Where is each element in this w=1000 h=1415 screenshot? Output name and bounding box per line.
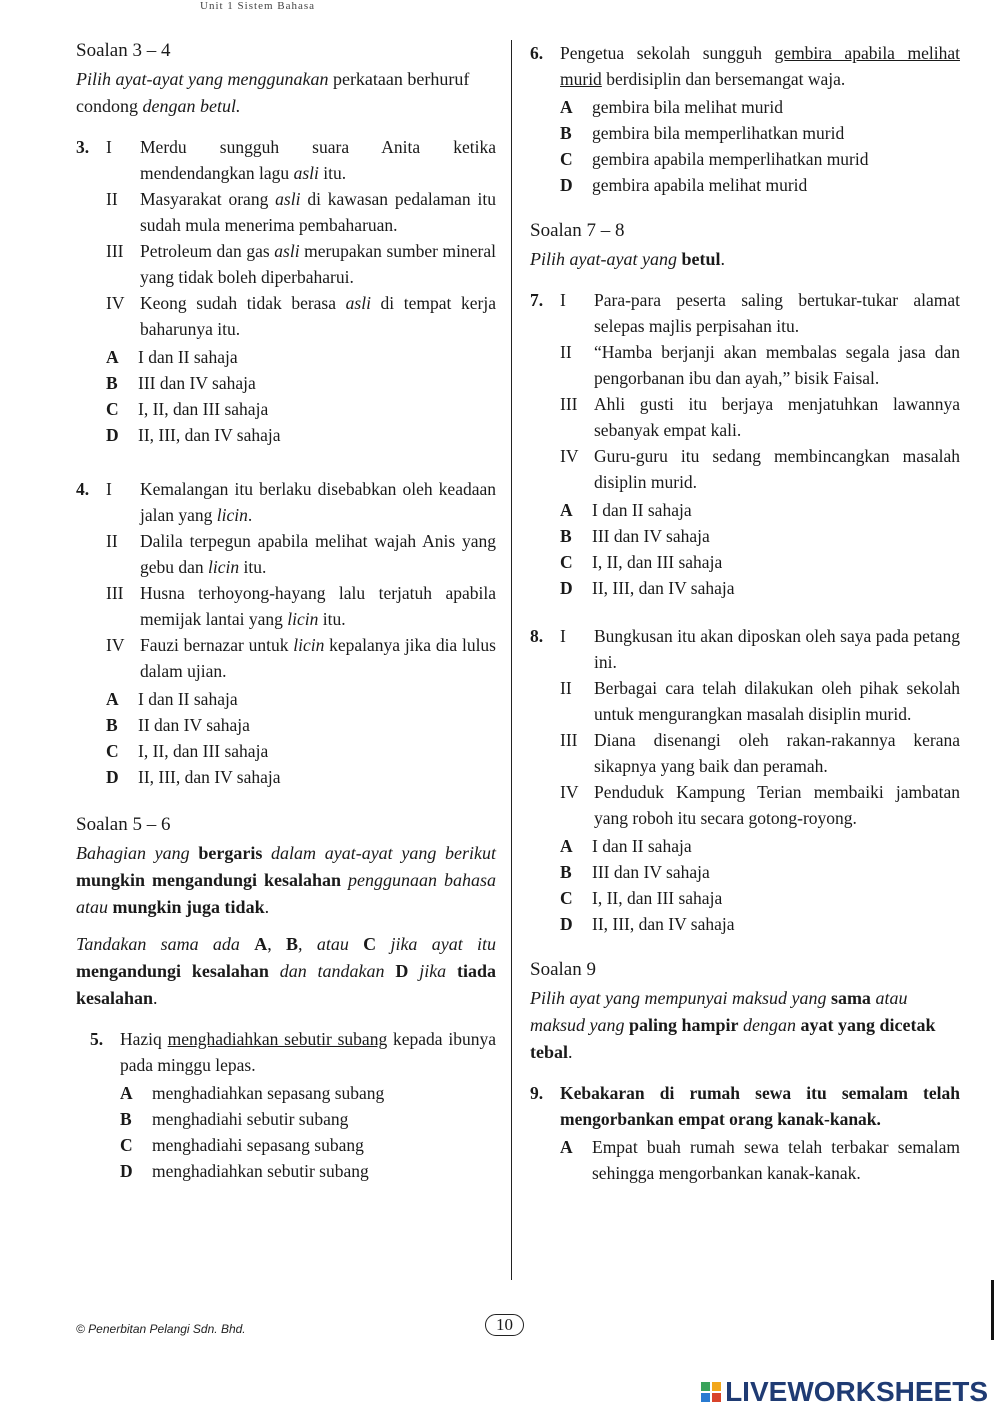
instruction-5-6-a: Bahagian yang bergaris dalam ayat-ayat yang berikut mungkin mengandungi kesalahan penggunaan bahasa atau mungkin juga tidak. (76, 843, 497, 917)
statement: III Ahli gusti itu berjaya menjatuhkan lawannya sebanyak empat kali. (560, 394, 960, 440)
page-number: 10 (485, 1314, 524, 1336)
options (106, 344, 496, 448)
instruction-5-6-b: Tandakan sama ada A, B, atau C jika ayat itu mengandungi kesalahan dan tandakan D jika tiada kesalahan. (76, 934, 497, 1008)
option-a[interactable]: A menghadiahkan sepasang subang (120, 1083, 385, 1103)
running-header: Unit 1 Sistem Bahasa (200, 0, 316, 12)
options (560, 1134, 960, 1186)
option-d[interactable]: D gembira apabila melihat murid (560, 175, 808, 195)
option-d[interactable]: D II, III, dan IV sahaja (106, 767, 281, 787)
option-c[interactable]: C I, II, dan III sahaja (560, 552, 723, 572)
instruction-3-4: Pilih ayat-ayat yang menggunakan perkataan berhuruf condong dengan betul. (76, 69, 470, 116)
section-title-3-4: Soalan 3 – 4 (76, 40, 171, 61)
question-5 (76, 1026, 496, 1184)
scan-edge-mark (991, 1280, 994, 1340)
statement: I Para-para peserta saling bertukar-tukar alamat selepas majlis perpisahan itu. (560, 290, 960, 336)
question-number: 5. (90, 1029, 104, 1049)
column-divider (511, 40, 512, 1280)
option-a[interactable]: A I dan II sahaja (560, 836, 692, 856)
statement: IV Fauzi bernazar untuk licin kepalanya jika dia lulus dalam ujian. (106, 635, 496, 681)
option-b[interactable]: B menghadiahi sebutir subang (120, 1109, 349, 1129)
statement-list (106, 476, 496, 790)
liveworksheets-logo-icon (701, 1382, 721, 1402)
question-9 (530, 1080, 960, 1186)
option-c[interactable]: C I, II, dan III sahaja (106, 741, 269, 761)
options (560, 497, 960, 601)
question-3 (76, 134, 496, 448)
option-a[interactable]: A gembira bila melihat murid (560, 97, 783, 117)
option-c[interactable]: C menghadiahi sepasang subang (120, 1135, 364, 1155)
option-a[interactable]: A I dan II sahaja (106, 347, 238, 367)
statement: II Dalila terpegun apabila melihat wajah Anis yang gebu dan licin itu. (106, 531, 496, 577)
statement-list (560, 623, 960, 937)
brand-name: LIVEWORKSHEETS (725, 1376, 988, 1407)
option-b[interactable]: B II dan IV sahaja (106, 715, 250, 735)
section-title-9: Soalan 9 (530, 959, 596, 980)
question-stem: Kebakaran di rumah sewa itu semalam telah mengorbankan empat orang kanak-kanak. A Empat buah rumah sewa telah terbakar semalam sehingga mengorbankan kanak-kanak. (560, 1080, 960, 1186)
option-d[interactable]: D menghadiahkan sebutir subang (120, 1161, 369, 1181)
options (560, 833, 960, 937)
statement: II “Hamba berjanji akan membalas segala jasa dan pengorbanan ibu dan ayah,” bisik Faisal. (560, 342, 960, 388)
option-c[interactable]: C I, II, dan III sahaja (560, 888, 723, 908)
question-number: 8. (530, 626, 544, 646)
section-title-7-8: Soalan 7 – 8 (530, 220, 625, 241)
option-b[interactable]: B III dan IV sahaja (560, 862, 710, 882)
statement: III Husna terhoyong-hayang lalu terjatuh apabila memijak lantai yang licin itu. (106, 583, 496, 629)
option-a[interactable]: A I dan II sahaja (560, 500, 692, 520)
statement: III Petroleum dan gas asli merupakan sumber mineral yang tidak boleh diperbaharui. (106, 241, 496, 287)
options (560, 94, 960, 198)
copyright: © Penerbitan Pelangi Sdn. Bhd. (76, 1322, 246, 1336)
option-d[interactable]: D II, III, dan IV sahaja (106, 425, 281, 445)
question-number: 7. (530, 290, 544, 310)
section-title-5-6: Soalan 5 – 6 (76, 814, 171, 835)
statement: IV Penduduk Kampung Terian membaiki jambatan yang roboh itu secara gotong-royong. (560, 782, 960, 828)
question-number: 9. (530, 1083, 544, 1103)
option-a[interactable]: A Empat buah rumah sewa telah terbakar semalam sehingga mengorbankan kanak-kanak. (560, 1137, 960, 1183)
statement: I Kemalangan itu berlaku disebabkan oleh keadaan jalan yang licin. (106, 479, 496, 525)
statement: I Bungkusan itu akan diposkan oleh saya pada petang ini. (560, 626, 960, 672)
statement-list (106, 134, 496, 448)
option-d[interactable]: D II, III, dan IV sahaja (560, 578, 735, 598)
right-column (530, 40, 960, 1186)
statement: I Merdu sungguh suara Anita ketika mendendangkan lagu asli itu. (106, 137, 496, 183)
option-b[interactable]: B III dan IV sahaja (106, 373, 256, 393)
statement-list (560, 287, 960, 601)
question-number: 3. (76, 137, 90, 157)
question-stem: Haziq menghadiahkan sebutir subang kepada ibunya pada minggu lepas. A menghadiahkan sepasang subang B menghadiahi sebutir subang C menghadiahi sepasang subang D menghadiahkan sebutir subang (120, 1026, 496, 1184)
statement: II Berbagai cara telah dilakukan oleh pihak sekolah untuk mengurangkan masalah disiplin murid. (560, 678, 960, 724)
question-6 (530, 40, 960, 198)
question-7 (530, 287, 960, 601)
question-number: 4. (76, 479, 90, 499)
question-4 (76, 476, 496, 790)
statement: III Diana disenangi oleh rakan-rakannya kerana sikapnya yang baik dan peramah. (560, 730, 960, 776)
question-number: 6. (530, 43, 544, 63)
liveworksheets-brand (701, 1376, 988, 1408)
option-b[interactable]: B III dan IV sahaja (560, 526, 710, 546)
options (120, 1080, 496, 1184)
option-d[interactable]: D II, III, dan IV sahaja (560, 914, 735, 934)
statement: II Masyarakat orang asli di kawasan pedalaman itu sudah mula menerima pembaharuan. (106, 189, 496, 235)
instruction-7-8: Pilih ayat-ayat yang betul. (530, 249, 725, 269)
left-column (76, 40, 496, 1184)
option-c[interactable]: C gembira apabila memperlihatkan murid (560, 149, 869, 169)
instruction-9: Pilih ayat yang mempunyai maksud yang sama atau maksud yang paling hampir dengan ayat yang dicetak tebal. (530, 988, 936, 1062)
option-b[interactable]: B gembira bila memperlihatkan murid (560, 123, 845, 143)
option-a[interactable]: A I dan II sahaja (106, 689, 238, 709)
option-c[interactable]: C I, II, dan III sahaja (106, 399, 269, 419)
statement: IV Guru-guru itu sedang membincangkan masalah disiplin murid. (560, 446, 960, 492)
options (106, 686, 496, 790)
question-stem: Pengetua sekolah sungguh gembira apabila melihat murid berdisiplin dan bersemangat waja. A gembira bila melihat murid B gembira bila memperlihatkan murid C gembira apabila memperlihatkan murid D gembira apabila melihat murid (560, 40, 960, 198)
statement: IV Keong sudah tidak berasa asli di tempat kerja baharunya itu. (106, 293, 496, 339)
question-8 (530, 623, 960, 937)
